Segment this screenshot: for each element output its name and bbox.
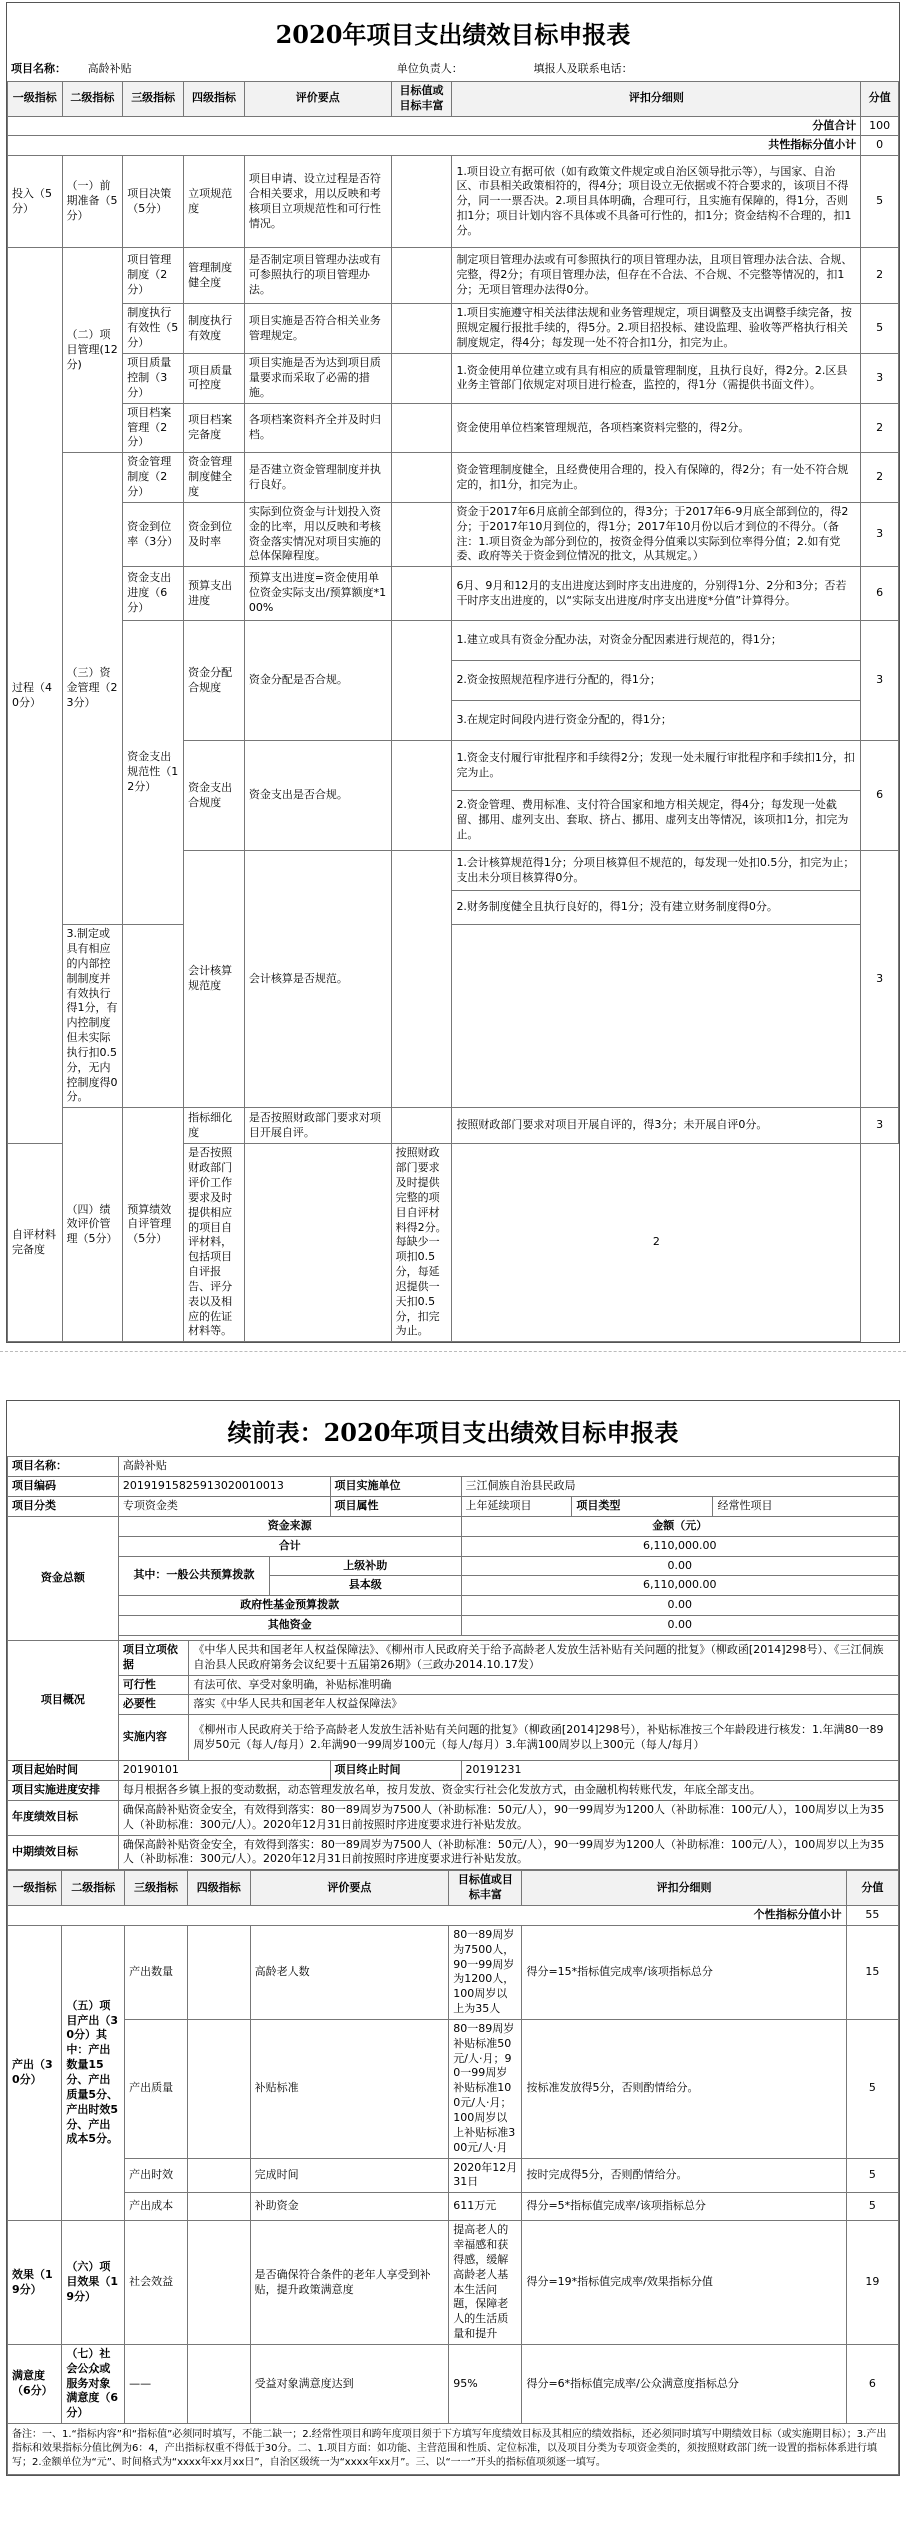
f2-col-score: 分值 [846, 1871, 898, 1906]
footnote: 备注：一、1.“指标内容”和“指标值”必须同时填写，不能二缺一；2.经常性项目和跨年度项目须于下方填写年度绩效目标及其相应的绩效指标，还必须同时填写中期绩效目标（或实施期目标）；3.产出指标和效果指标分值比例为6：4，产出指标权重不得低于30分。二、1.项目方面：如功能、主营范围和性质、定位标准，以及项目分类为专项资金类的，须按照财政部门统一设置的指标体系进行填写；2.金额单位为“元”、时间格式为“xxxx年xx月xx日”，自治区级统一为“xxxx年xx月”。三、以“一一”开头的指标值项须逐一填写。 [7, 2424, 899, 2475]
necessary: 落实《中华人民共和国老年人权益保障法》 [189, 1695, 899, 1715]
necessary-label: 必要性 [118, 1695, 189, 1715]
code: 20191915825913020010013 [118, 1477, 330, 1497]
l4-materials: 自评材料完备度 [8, 1144, 63, 1342]
l4-accounting: 会计核算规范度 [184, 851, 245, 1108]
out-quantity-rule: 得分=15*指标值完成率/该项指标总分 [522, 1925, 846, 2019]
filler-label: 填报人及联系电话： [533, 62, 633, 75]
out-cost-target: 611万元 [449, 2193, 522, 2221]
rule-10a: 1.资金支付履行审批程序和手续得2分；发现一处未履行审批程序和手续扣1分，扣完为止。 [452, 741, 861, 791]
out-quantity-target: 80一89周岁为7500人，90一99周岁为1200人，100周岁以上为35人 [449, 1925, 522, 2019]
l4-spend: 资金支出合规度 [184, 741, 245, 851]
score-3: 5 [861, 304, 899, 354]
eval-5: 各项档案资料齐全并及时归档。 [244, 403, 391, 453]
col-l1: 一级指标 [8, 81, 63, 116]
rule-2: 制定项目管理办法或有可参照执行的项目管理办法，且项目管理办法合法、合规、完整，得2分；有项目管理办法，但存在不合法、不合规、不完整等情况的，扣1分；无项目管理办法得0分。 [452, 248, 861, 304]
f2-col-rule: 评扣分细则 [522, 1871, 846, 1906]
f2-name: 高龄补贴 [118, 1457, 898, 1477]
out-cost-rule: 得分=5*指标值完成率/该项指标总分 [522, 2193, 846, 2221]
sat-eval: 受益对象满意度达到 [250, 2344, 449, 2423]
total-label: 分值合计 [8, 116, 861, 136]
amount-header: 金额（元） [461, 1516, 898, 1536]
gen-budget-label: 其中：一般公共预算拨款 [118, 1556, 269, 1596]
l4-quality: 项目质量可控度 [184, 354, 245, 404]
eval-8: 预算支出进度=资金使用单位资金实际支出/预算额度*100% [244, 567, 391, 621]
rule-9a: 1.建立或具有资金分配办法，对资金分配因素进行规范的，得1分； [452, 621, 861, 661]
impl-unit-label: 项目实施单位 [330, 1477, 461, 1497]
content: 《柳州市人民政府关于给予高龄老人发放生活补贴有关问题的批复》（柳政函[2014]298号），补贴标准按三个年龄段进行核发：1.年满80一89周岁50元（每人/每月）2.年满90一99周岁100元（每人/每月）3.年满100周岁以上300元（每人/每月） [189, 1715, 899, 1761]
out-quality-target: 80一89周岁补贴标准50元/人·月；90一99周岁补贴标准100元/人·月；100周岁以上补贴标准300元/人·月 [449, 2019, 522, 2158]
rule-9b: 2.资金按照规范程序进行分配的，得1分； [452, 661, 861, 701]
l3-selfeval: 预算绩效自评管理（5分） [123, 1108, 184, 1342]
score-8: 6 [861, 567, 899, 621]
l1-process: 过程（40分） [8, 248, 63, 1144]
form2-indicator-table [7, 1870, 899, 2424]
form2-sheet [6, 1400, 900, 2476]
own-label: 县本级 [270, 1576, 461, 1596]
score-5: 2 [861, 403, 899, 453]
eval-4: 项目实施是否为达到项目质量要求而采取了必需的措施。 [244, 354, 391, 404]
out-time-rule: 按时完成得5分，否则酌情给分。 [522, 2158, 846, 2193]
start: 20190101 [118, 1761, 330, 1781]
rule-4: 1.资金使用单位建立或有具有相应的质量管理制度，且执行良好，得2分。2.区县业务主管部门依规定对项目进行检查，监控的，得1分（需提供书面文件）。 [452, 354, 861, 404]
out-time: 产出时效 [125, 2158, 188, 2193]
out-l2: （五）项目产出（30分）其中：产出数量15分、产出质量5分、产出时效5分、产出成本5分。 [62, 1925, 125, 2220]
rule-3: 1.项目实施遵守相关法律法规和业务管理规定，项目调整及支出调整手续完备，按照规定履行报批手续的，得5分。2.项目招投标、建设监理、验收等严格执行相关制度规定，得4分；每发现一处不符合扣1分，扣完为止。 [452, 304, 861, 354]
out-cost-eval: 补助资金 [250, 2193, 449, 2221]
score-9: 3 [861, 621, 899, 741]
rule-11b: 2.财务制度健全且执行良好的，得1分；没有建立财务制度得0分。 [452, 891, 861, 925]
score-10: 6 [861, 741, 899, 851]
basis-label: 项目立项依据 [118, 1640, 189, 1675]
total-value: 100 [861, 116, 899, 136]
code-label: 项目编码 [8, 1477, 119, 1497]
gov-fund-label: 政府性基金预算拨款 [118, 1596, 461, 1616]
project-name-value: 高龄补贴 [87, 62, 132, 75]
l2-fund: （三）资金管理（23分） [62, 453, 123, 925]
eff-score: 19 [846, 2221, 898, 2345]
feasible: 有法可依、享受对象明确，补贴标准明确 [189, 1675, 899, 1695]
out-quality: 产出质量 [125, 2019, 188, 2158]
sat-l1: 满意度（6分） [8, 2344, 62, 2423]
end: 20191231 [461, 1761, 898, 1781]
rule-12: 按照财政部门要求对项目开展自评的，得3分；未开展自评0分。 [452, 1108, 861, 1144]
l2-perf: （四）绩效评价管理（5分） [62, 1108, 123, 1342]
out-quantity-eval: 高龄老人数 [250, 1925, 449, 2019]
start-label: 项目起始时间 [8, 1761, 119, 1781]
out-quality-rule: 按标准发放得5分，否则酌情给分。 [522, 2019, 846, 2158]
sat-target: 95% [449, 2344, 522, 2423]
rule-7: 资金于2017年6月底前全部到位的，得3分；于2017年6-9月底全部到位的，得2分；于2017年10月到位的，得1分；2017年10月份以后才到位的不得分。（备注：1.项目资金为部分到位的，按资金得分值乘以实际到位率得分值；2.如有党委、政府等关于资金到位情况的批文，从其规定。） [452, 502, 861, 566]
l4-detail: 指标细化度 [184, 1108, 245, 1144]
dept-head-label: 单位负责人： [396, 62, 463, 75]
out-quantity: 产出数量 [125, 1925, 188, 2019]
l4-progress: 预算支出进度 [184, 567, 245, 621]
eff-l3: 社会效益 [125, 2221, 188, 2345]
score-13: 2 [452, 1144, 861, 1342]
f2-col-l4: 四级指标 [187, 1871, 250, 1906]
progress-label: 项目实施进度安排 [8, 1781, 119, 1801]
ind-subtotal-label: 个性指标分值小计 [8, 1906, 847, 1926]
col-eval: 评价要点 [244, 81, 391, 116]
score-12: 3 [861, 1108, 899, 1144]
other-label: 其他资金 [118, 1616, 461, 1636]
rule-1: 1.项目设立有据可依（如有政策文件规定或自治区领导批示等），与国家、自治区、市县相关政策相符的，得4分；项目设立无依据或不符合要求的，该项目不得分，同一一票否决。2.项目具体明确，合理可行，且实施有保障的，得1分，否则扣1分；项目计划内容不具体或不具备可行性的，扣1分；资金结构不合理的，扣1分。 [452, 156, 861, 248]
rule-11a: 1.会计核算规范得1分；分项目核算但不规范的，每发现一处扣0.5分，扣完为止；支出未分项目核算得0分。 [452, 851, 861, 891]
progress: 每月根据各乡镇上报的变动数据，动态管理发放名单，按月发放、资金实行社会化发放方式，由金融机构转账代发，年底全部支出。 [118, 1781, 898, 1801]
out-quantity-score: 15 [846, 1925, 898, 2019]
l4-exec: 制度执行有效度 [184, 304, 245, 354]
l4-approval: 立项规范度 [184, 156, 245, 248]
fund-total: 6,110,000.00 [461, 1536, 898, 1556]
common-value: 0 [861, 136, 899, 156]
l1-input: 投入（5分） [8, 156, 63, 248]
fund-overview: 资金总额 [8, 1516, 119, 1640]
out-quality-score: 5 [846, 2019, 898, 2158]
sat-rule: 得分=6*指标值完成率/公众满意度指标总分 [522, 2344, 846, 2423]
eval-9: 资金分配是否合规。 [244, 621, 391, 741]
project-name-label: 项目名称： [11, 62, 66, 75]
f2-col-l1: 一级指标 [8, 1871, 62, 1906]
sat-l2: （七）社会公众或服务对象满意度（6分） [62, 2344, 125, 2423]
form2-info-table [7, 1456, 899, 1870]
l3-quality: 项目质量控制（3分） [123, 354, 184, 404]
col-l4: 四级指标 [184, 81, 245, 116]
l3-archive: 项目档案管理（2分） [123, 403, 184, 453]
upper: 0.00 [461, 1556, 898, 1576]
l4-archive: 项目档案完备度 [184, 403, 245, 453]
form1-table [7, 81, 899, 1342]
l3-fund-arrival: 资金到位率（3分） [123, 502, 184, 566]
rule-5: 资金使用单位档案管理规范，各项档案资料完整的，得2分。 [452, 403, 861, 453]
score-2: 2 [861, 248, 899, 304]
score-11: 3 [861, 851, 899, 1108]
fund-total-label: 合计 [118, 1536, 461, 1556]
col-l2: 二级指标 [62, 81, 123, 116]
eff-rule: 得分=19*指标值完成率/效果指标分值 [522, 2221, 846, 2345]
attr-label: 项目属性 [330, 1496, 461, 1516]
rule-11c: 3.制定或具有相应的内部控制制度并有效执行得1分，有内控制度但未实际执行扣0.5分，无内控制度得0分。 [62, 925, 123, 1108]
score-1: 5 [861, 156, 899, 248]
feasible-label: 可行性 [118, 1675, 189, 1695]
eval-11: 会计核算是否规范。 [244, 851, 391, 1108]
l3-compliance: 资金支出规范性（12分） [123, 621, 184, 925]
out-time-eval: 完成时间 [250, 2158, 449, 2193]
rule-6: 资金管理制度健全，且经费使用合理的，投入有保障的，得2分；有一处不符合规定的，扣1分，扣完为止。 [452, 453, 861, 503]
eff-target: 提高老人的幸福感和获得感，缓解高龄老人基本生活问题，保障老人的生活质量和提升 [449, 2221, 522, 2345]
l3-mgmt-system: 项目管理制度（2分） [123, 248, 184, 304]
eval-12: 是否按照财政部门要求对项目开展自评。 [244, 1108, 391, 1144]
content-label: 实施内容 [118, 1715, 189, 1761]
f2-col-eval: 评价要点 [250, 1871, 449, 1906]
form1-header-line [7, 58, 899, 81]
end-label: 项目终止时间 [330, 1761, 461, 1781]
col-target: 目标值或目标丰富 [391, 81, 452, 116]
ind-subtotal: 55 [846, 1906, 898, 1926]
sat-score: 6 [846, 2344, 898, 2423]
score-4: 3 [861, 354, 899, 404]
col-rule: 评扣分细则 [452, 81, 861, 116]
rule-10b: 2.资金管理、费用标准、支付符合国家和地方相关规定，得4分；每发现一处截留、挪用、虚列支出、套取、挤占、挪用、虚列支出等情况，该项扣1分，扣完为止。 [452, 791, 861, 851]
eff-l2: （六）项目效果（19分） [62, 2221, 125, 2345]
l3-progress: 资金支出进度（6分） [123, 567, 184, 621]
out-time-target: 2020年12月31日 [449, 2158, 522, 2193]
out-time-score: 5 [846, 2158, 898, 2193]
eval-6: 是否建立资金管理制度并执行良好。 [244, 453, 391, 503]
form2-title: 续前表：2020年项目支出绩效目标申报表 [227, 1418, 679, 1448]
impl-unit: 三江侗族自治县民政局 [461, 1477, 898, 1497]
out-quality-eval: 补贴标准 [250, 2019, 449, 2158]
type: 经常性项目 [713, 1496, 899, 1516]
eval-10: 资金支出是否合规。 [244, 741, 391, 851]
l4-fund-system: 资金管理制度健全度 [184, 453, 245, 503]
l3-exec: 制度执行有效性（5分） [123, 304, 184, 354]
category-label: 项目分类 [8, 1496, 119, 1516]
out-cost-score: 5 [846, 2193, 898, 2221]
f2-col-target: 目标值或目标丰富 [449, 1871, 522, 1906]
eval-3: 项目实施是否符合相关业务管理规定。 [244, 304, 391, 354]
type-label: 项目类型 [572, 1496, 713, 1516]
l2-prep: （一）前期准备（5分） [62, 156, 123, 248]
col-l3: 三级指标 [123, 81, 184, 116]
eval-2: 是否制定项目管理办法或有可参照执行的项目管理办法。 [244, 248, 391, 304]
score-6: 2 [861, 453, 899, 503]
rule-9c: 3.在规定时间段内进行资金分配的，得1分； [452, 701, 861, 741]
form1-sheet [6, 2, 900, 1343]
other: 0.00 [461, 1616, 898, 1636]
eval-13: 是否按照财政部门评价工作要求及时提供相应的项目自评材料，包括项目自评报告、评分表以及相应的佐证材料等。 [184, 1144, 245, 1342]
f2-col-l3: 三级指标 [125, 1871, 188, 1906]
score-7: 3 [861, 502, 899, 566]
f2-col-l2: 二级指标 [62, 1871, 125, 1906]
eval-7: 实际到位资金与计划投入资金的比率，用以反映和考核资金落实情况对项目实施的总体保障程度。 [244, 502, 391, 566]
rule-8: 6月、9月和12月的支出进度达到时序支出进度的，分别得1分、2分和3分；否若干时序支出进度的，以“实际支出进度/时序支出进度*分值”计算得分。 [452, 567, 861, 621]
eff-l1: 效果（19分） [8, 2221, 62, 2345]
mid-goal-label: 中期绩效目标 [8, 1835, 119, 1870]
l3-decision: 项目决策（5分） [123, 156, 184, 248]
own: 6,110,000.00 [461, 1576, 898, 1596]
rule-13: 按照财政部门要求及时提供完整的项目自评材料得2分。每缺少一项扣0.5分，每延迟提供一天扣0.5分，扣完为止。 [391, 1144, 452, 1342]
category: 专项资金类 [118, 1496, 330, 1516]
l4-mgmt-system: 管理制度健全度 [184, 248, 245, 304]
l4-alloc: 资金分配合规度 [184, 621, 245, 741]
overview-label: 项目概况 [8, 1640, 119, 1760]
upper-label: 上级补助 [270, 1556, 461, 1576]
year-goal: 确保高龄补贴资金安全，有效得到落实：80一89周岁为7500人（补助标准：50元/人），90一99周岁为1200人（补助标准：100元/人），100周岁以上为35人（补助标准：300元/人）。2020年12月31日前按照时序进度要求进行补贴发放。 [118, 1800, 898, 1835]
common-label: 共性指标分值小计 [8, 136, 861, 156]
year-goal-label: 年度绩效目标 [8, 1800, 119, 1835]
col-score: 分值 [861, 81, 899, 116]
gov-fund: 0.00 [461, 1596, 898, 1616]
l4-fund-arrival: 资金到位及时率 [184, 502, 245, 566]
out-l1: 产出（30分） [8, 1925, 62, 2220]
f2-name-label: 项目名称： [8, 1457, 119, 1477]
l2-mgmt: （二）项目管理(12分) [62, 248, 123, 453]
basis: 《中华人民共和国老年人权益保障法》、《柳州市人民政府关于给予高龄老人发放生活补贴有关问题的批复》（柳政函[2014]298号）、《三江侗族自治县人民政府第务会议纪要十五届第26期》（三政办2014.10.17发） [189, 1640, 899, 1675]
sat-l3: —— [125, 2344, 188, 2423]
l3-fund-system: 资金管理制度（2分） [123, 453, 184, 503]
page-break [0, 1351, 906, 1392]
mid-goal: 确保高龄补贴资金安全，有效得到落实：80一89周岁为7500人（补助标准：50元/人），90一99周岁为1200人（补助标准：100元/人），100周岁以上为35人（补助标准：300元/人）。2020年12月31日前按照时序进度要求进行补贴发放。 [118, 1835, 898, 1870]
eval-1: 项目申请、设立过程是否符合相关要求，用以反映和考核项目立项规范性和可行性情况。 [244, 156, 391, 248]
form1-title: 2020年项目支出绩效目标申报表 [275, 20, 631, 49]
attr: 上年延续项目 [461, 1496, 572, 1516]
out-cost: 产出成本 [125, 2193, 188, 2221]
eff-eval: 是否确保符合条件的老年人享受到补贴，提升政策满意度 [250, 2221, 449, 2345]
source-header: 资金来源 [118, 1516, 461, 1536]
